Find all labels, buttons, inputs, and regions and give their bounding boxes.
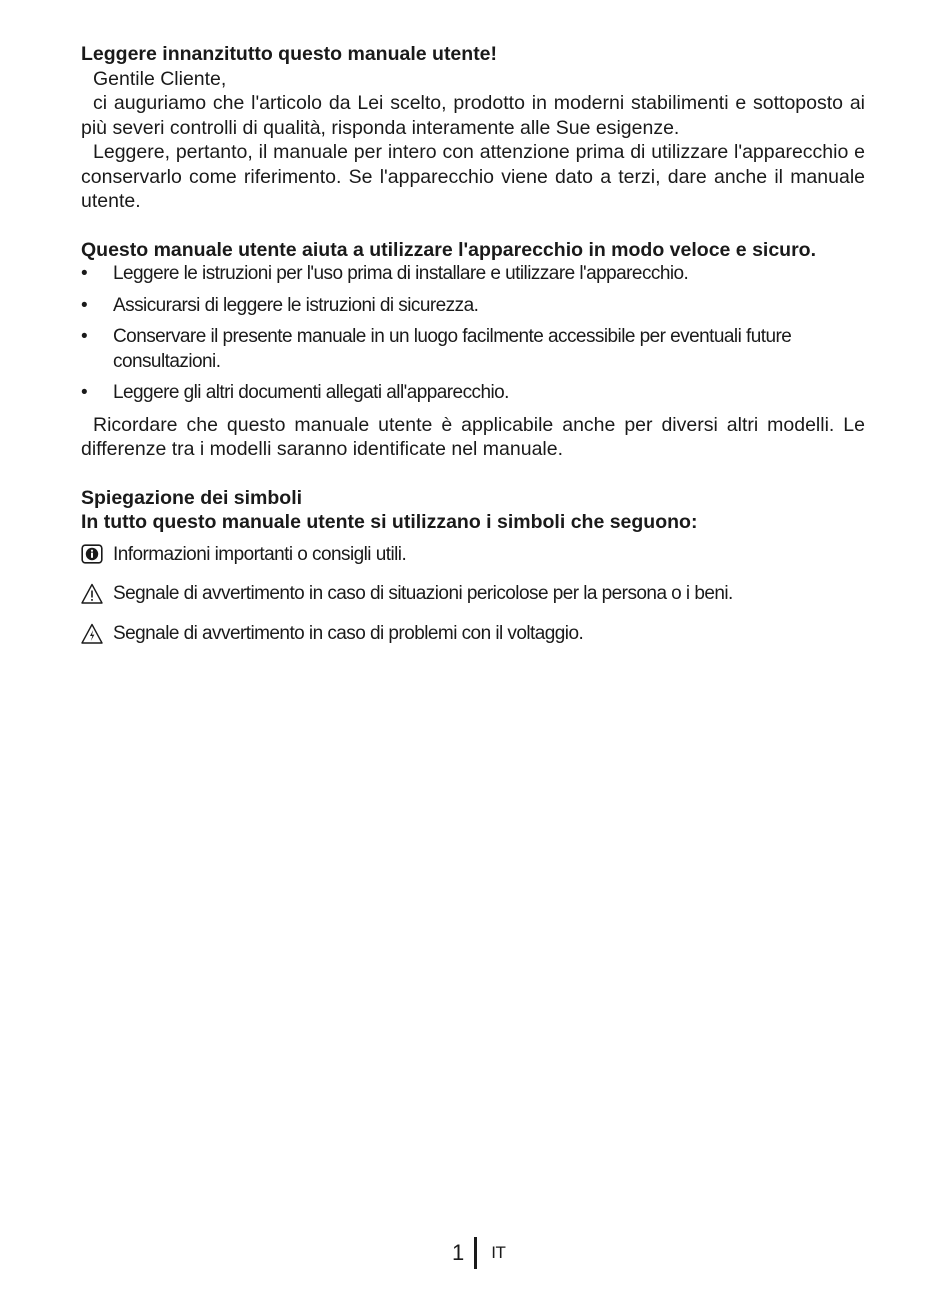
symbol-info-text: Informazioni importanti o consigli utili.	[113, 543, 407, 565]
bullet-icon: •	[81, 263, 88, 284]
list-item-text: Leggere gli altri documenti allegati all'apparecchio.	[113, 382, 509, 403]
symbol-row-warning	[81, 582, 865, 607]
bullet-icon: •	[81, 294, 88, 316]
symbol-row-electric	[81, 622, 865, 647]
list-item-text: Conservare il presente manuale in un luogo facilmente accessibile per eventuali future consultazioni.	[113, 326, 792, 372]
models-note: Ricordare che questo manuale utente è applicabile anche per diversi altri modelli. Le differenze tra i modelli saranno identificate nel manuale.	[81, 413, 865, 460]
symbols-heading: Spiegazione dei simboli	[81, 486, 303, 509]
manual-page	[81, 42, 865, 661]
guide-heading: Questo manuale utente aiuta a utilizzare l'apparecchio in modo veloce e sicuro.	[81, 238, 817, 261]
symbol-row-info	[81, 543, 865, 568]
spacer	[81, 214, 865, 238]
footer-divider	[474, 1237, 477, 1269]
greeting: Gentile Cliente,	[93, 67, 227, 90]
page-number: 1	[452, 1240, 465, 1265]
spacer	[81, 462, 865, 486]
intro-paragraph-1: ci auguriamo che l'articolo da Lei scelto, prodotto in moderni stabilimenti e sottoposto ai più severi controlli di qualità, risponda interamente alle Sue esigenze.	[81, 92, 865, 139]
list-item-text: Assicurarsi di leggere le istruzioni di sicurezza.	[113, 294, 479, 316]
info-icon	[81, 544, 103, 566]
list-item	[81, 381, 865, 406]
list-item	[81, 294, 865, 319]
page-footer	[452, 1236, 505, 1270]
language-code: IT	[491, 1243, 506, 1262]
symbols-subheading: In tutto questo manuale utente si utilizzano i simboli che seguono:	[81, 511, 698, 533]
intro-heading: Leggere innanzitutto questo manuale utente!	[81, 43, 498, 65]
intro-paragraph-2: Leggere, pertanto, il manuale per intero con attenzione prima di utilizzare l'apparecchio e conservarlo come riferimento. Se l'apparecchio viene dato a terzi, dare anche il manuale utente.	[81, 141, 865, 212]
list-item	[81, 262, 865, 287]
list-item	[81, 325, 865, 374]
warning-icon	[81, 583, 103, 605]
bullet-icon: •	[81, 326, 88, 347]
list-item-text: Leggere le istruzioni per l'uso prima di installare e utilizzare l'apparecchio.	[113, 263, 689, 284]
electric-warning-icon	[81, 623, 103, 645]
symbol-warning-text: Segnale di avvertimento in caso di situazioni pericolose per la persona o i beni.	[113, 583, 733, 604]
guide-list	[81, 262, 865, 406]
bullet-icon: •	[81, 382, 88, 403]
symbol-electric-text: Segnale di avvertimento in caso di problemi con il voltaggio.	[113, 622, 584, 644]
